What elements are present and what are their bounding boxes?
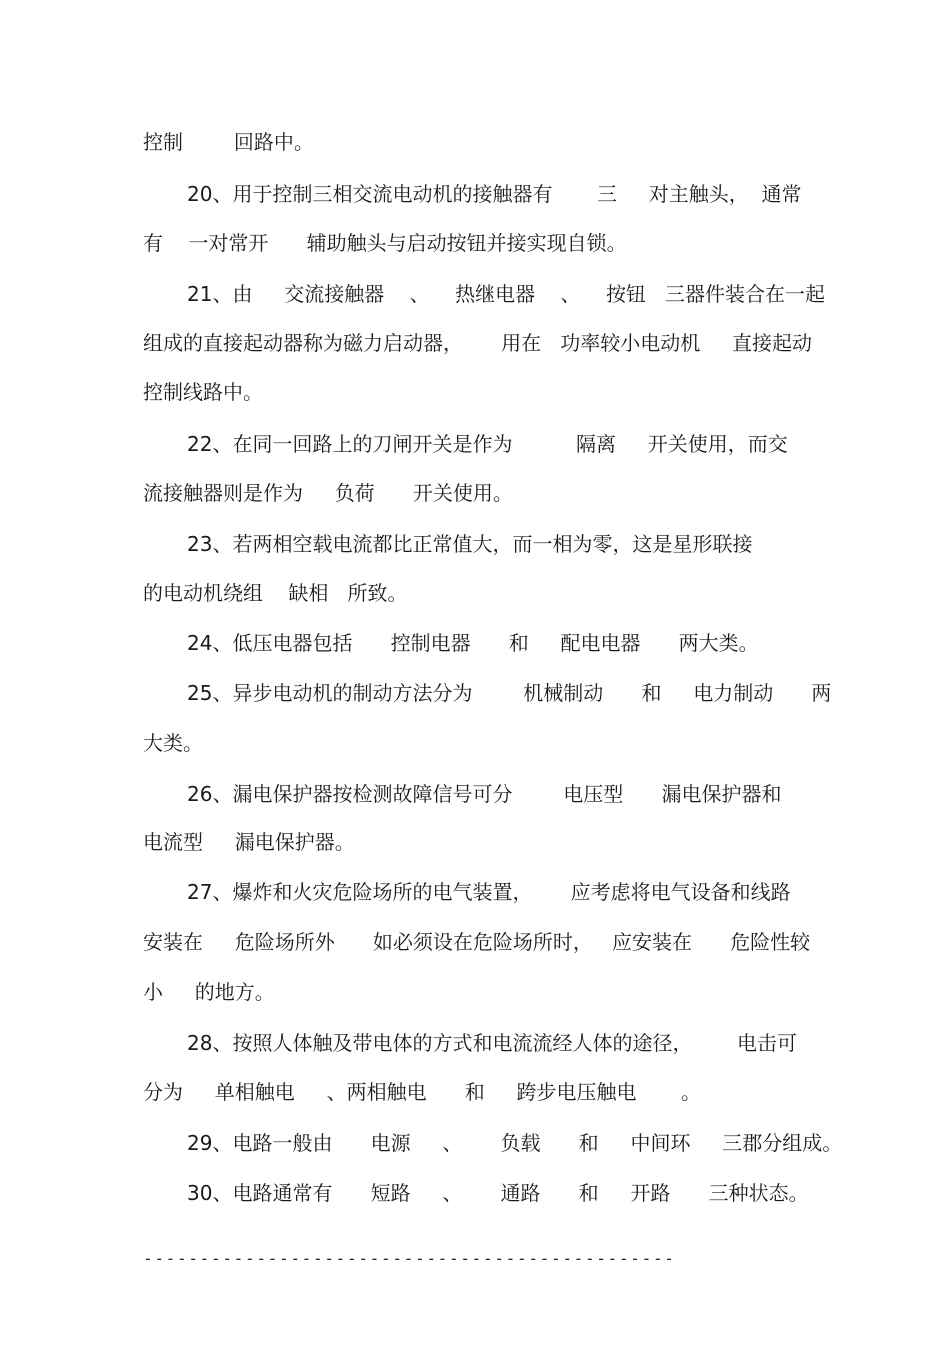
text-line-10: 的电动机绕组 缺相 所致。 <box>143 581 408 605</box>
dashed-divider: ----------------------------------------------- <box>143 1249 676 1268</box>
text-line-21: 29、电路一般由 电源 、 负载 和 中间环 三郡分组成。 <box>187 1131 843 1155</box>
text-line-2: 20、用于控制三相交流电动机的接触器有 三 对主触头， 通常 <box>187 182 802 206</box>
text-line-13: 大类。 <box>143 731 203 755</box>
text-line-20: 分为 单相触电 、两相触电 和 跨步电压触电 。 <box>143 1080 702 1104</box>
text-line-19: 28、按照人体触及带电体的方式和电流流经人体的途径， 电击可 <box>187 1031 797 1055</box>
text-line-16: 27、爆炸和火灾危险场所的电气装置， 应考虑将电气设备和线路 <box>187 880 791 904</box>
text-line-4: 21、由 交流接触器 、 热继电器 、 按钮 三器件装合在一起 <box>187 282 826 306</box>
text-line-14: 26、漏电保护器按检测故障信号可分 电压型 漏电保护器和 <box>187 782 782 806</box>
text-line-1: 控制 回路中。 <box>143 130 314 154</box>
text-line-11: 24、低压电器包括 控制电器 和 配电电器 两大类。 <box>187 631 759 655</box>
text-line-17: 安装在 危险场所外 如必须设在危险场所时， 应安装在 危险性较 <box>143 930 811 954</box>
text-line-22: 30、电路通常有 短路 、 通路 和 开路 三种状态。 <box>187 1181 809 1205</box>
text-line-5: 组成的直接起动器称为磁力启动器， 用在 功率较小电动机 直接起动 <box>143 331 813 355</box>
text-line-9: 23、若两相空载电流都比正常值大，而一相为零，这是星形联接 <box>187 532 753 556</box>
text-line-7: 22、在同一回路上的刀闸开关是作为 隔离 开关使用，而交 <box>187 432 788 456</box>
text-line-12: 25、异步电动机的制动方法分为 机械制动 和 电力制动 两 <box>187 681 832 705</box>
text-line-8: 流接触器则是作为 负荷 开关使用。 <box>143 481 513 505</box>
text-line-15: 电流型 漏电保护器。 <box>143 830 355 854</box>
text-line-3: 有 一对常开 辅助触头与启动按钮并接实现自锁。 <box>143 231 627 255</box>
text-line-6: 控制线路中。 <box>143 380 263 404</box>
text-line-18: 小 的地方。 <box>143 980 275 1004</box>
